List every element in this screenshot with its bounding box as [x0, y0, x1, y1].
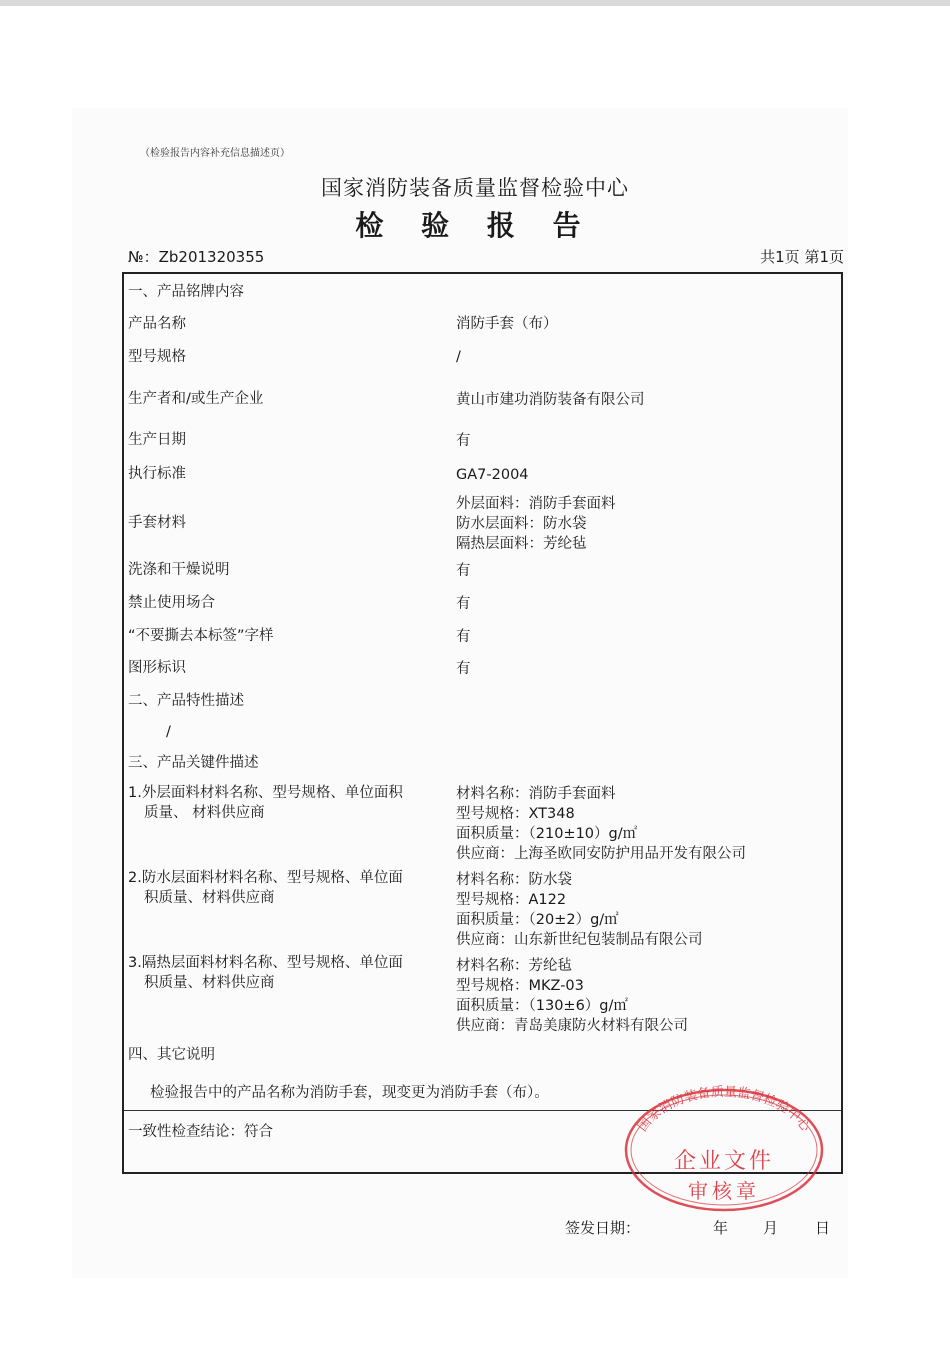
key-item-label: [128, 868, 403, 908]
row-label: 洗涤和干燥说明: [128, 562, 230, 578]
key-item-value: [456, 956, 688, 1036]
stamp-line2: 审核章: [688, 1179, 760, 1203]
report-title: 检 验 报 告: [355, 209, 595, 242]
svg-text:国家消防装备质量监督检验中心: [635, 1085, 813, 1136]
row-value: 有: [456, 629, 471, 645]
sign-day: 日: [815, 1219, 831, 1237]
row-label: 手套材料: [128, 515, 186, 531]
row-value: 有: [456, 433, 471, 449]
row-value: 有: [456, 661, 471, 677]
conclusion: 一致性检查结论：符合: [128, 1124, 273, 1140]
row-value: GA7-2004: [456, 467, 529, 483]
row-label: 生产日期: [128, 432, 186, 448]
row-value-multi: [456, 494, 616, 554]
value-line: 外层面料：消防手套面料: [456, 496, 616, 512]
key-item-value: [456, 870, 703, 950]
row-label: 生产者和/或生产企业: [128, 391, 264, 407]
value-line: 供应商：青岛美康防火材料有限公司: [456, 1018, 688, 1034]
sign-month: 月: [763, 1219, 779, 1237]
page-info: 共1页 第1页: [760, 248, 844, 266]
value-line: 型号规格：XT348: [456, 806, 575, 822]
value-line: 材料名称：芳纶毡: [456, 958, 572, 974]
section4-content: 检验报告中的产品名称为消防手套，现变更为消防手套（布）。: [150, 1085, 549, 1101]
report-table: [122, 272, 843, 1174]
value-line: 型号规格：A122: [456, 892, 567, 908]
row-value: 有: [456, 563, 471, 579]
value-line: 隔热层面料：芳纶毡: [456, 536, 587, 552]
row-value: 消防手套（布）: [456, 316, 558, 332]
value-line: 面积质量：（20±2）g/㎡: [456, 912, 619, 928]
review-stamp: [622, 1082, 826, 1212]
stamp-line1: 企业文件: [673, 1149, 775, 1174]
value-line: 面积质量：（210±10）g/㎡: [456, 826, 638, 842]
label-line: 积质量、材料供应商: [144, 890, 275, 906]
sign-date-label: 签发日期：: [565, 1219, 641, 1237]
row-label: “不要撕去本标签”字样: [128, 628, 274, 644]
label-line: 2.防水层面料材料名称、型号规格、单位面: [128, 870, 403, 886]
label-line: 1.外层面料材料名称、型号规格、单位面积: [128, 785, 403, 801]
value-line: 面积质量：（130±6）g/㎡: [456, 998, 628, 1014]
label-line: 质量、 材料供应商: [144, 805, 265, 821]
key-item-label: [128, 783, 403, 823]
row-label: 图形标识: [128, 660, 186, 676]
value-line: 防水层面料：防水袋: [456, 516, 587, 532]
row-label: 执行标准: [128, 466, 186, 482]
section1-heading: 一、产品铭牌内容: [128, 284, 244, 300]
section3-heading: 三、产品关键件描述: [128, 755, 259, 771]
value-line: 型号规格：MKZ-03: [456, 978, 584, 994]
supplement-note: （检验报告内容补充信息描述页）: [140, 148, 290, 159]
label-line: 3.隔热层面料材料名称、型号规格、单位面: [128, 955, 403, 971]
row-value: 有: [456, 596, 471, 612]
section2-content: /: [166, 724, 171, 740]
row-label: 禁止使用场合: [128, 595, 215, 611]
section2-heading: 二、产品特性描述: [128, 693, 244, 709]
value-line: 供应商：山东新世纪包装制品有限公司: [456, 932, 703, 948]
center-name: 国家消防装备质量监督检验中心: [321, 176, 629, 200]
key-item-value: [456, 784, 746, 864]
label-line: 积质量、材料供应商: [144, 975, 275, 991]
stamp-outer-text: 国家消防装备质量监督检验中心: [635, 1084, 813, 1135]
sign-year: 年: [713, 1219, 729, 1237]
row-value: /: [456, 349, 461, 365]
section4-heading: 四、其它说明: [128, 1047, 215, 1063]
row-label: 型号规格: [128, 349, 186, 365]
key-item-label: [128, 953, 403, 993]
report-number: №：Zb201320355: [128, 248, 265, 266]
value-line: 材料名称：防水袋: [456, 872, 572, 888]
value-line: 材料名称：消防手套面料: [456, 786, 616, 802]
row-value: 黄山市建功消防装备有限公司: [456, 392, 645, 408]
row-label: 产品名称: [128, 316, 186, 332]
top-edge: [0, 0, 950, 6]
value-line: 供应商：上海圣欧同安防护用品开发有限公司: [456, 846, 746, 862]
